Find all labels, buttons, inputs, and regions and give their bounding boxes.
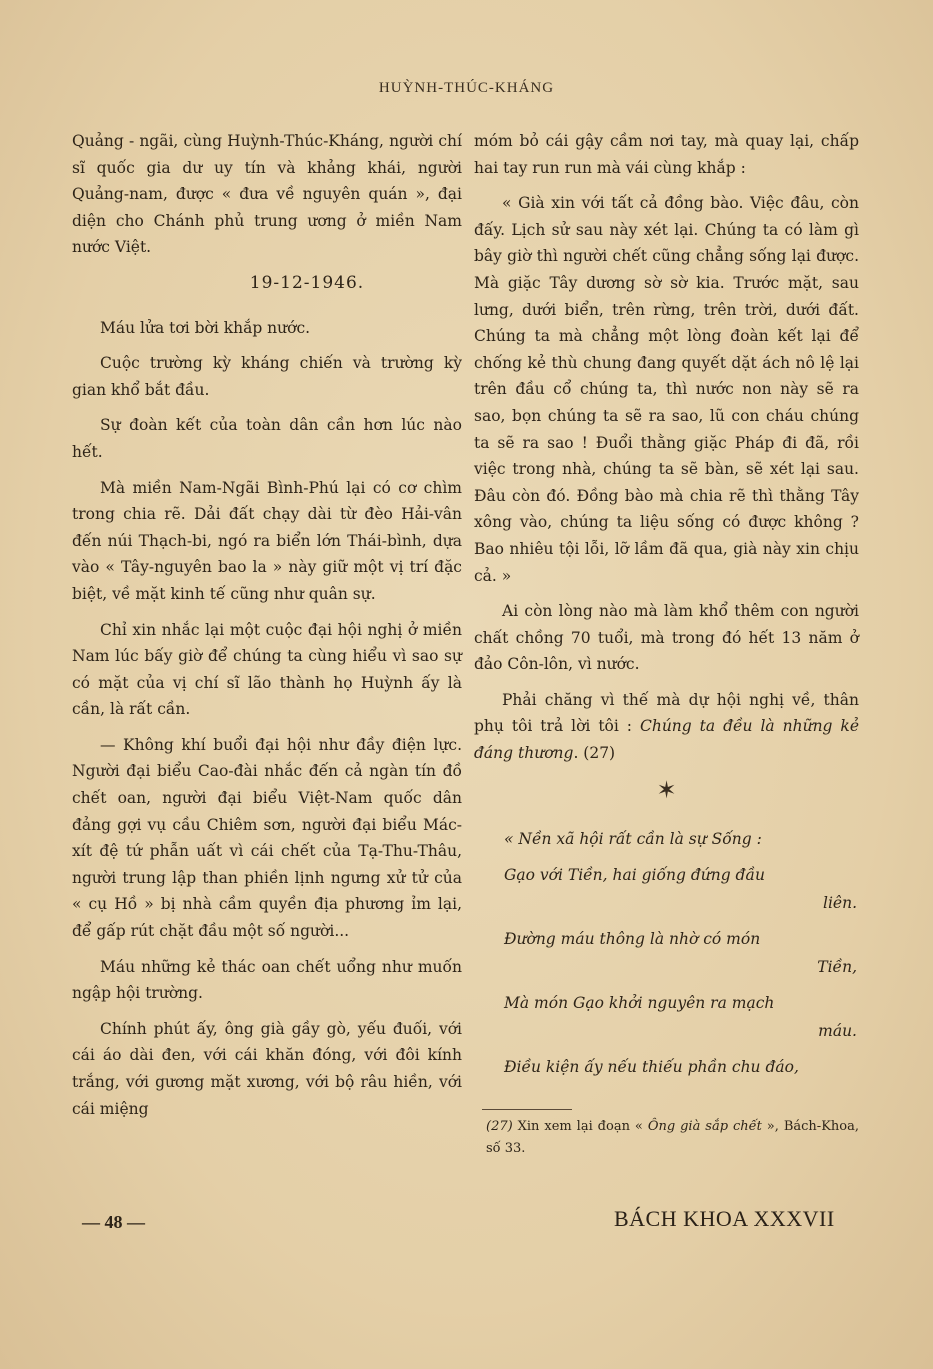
poem-line-text: Mà món Gạo khởi nguyên ra mạch <box>504 994 775 1013</box>
poem-line-wrap: liên. <box>823 894 857 913</box>
quote-paragraph: « Già xin với tất cả đồng bào. Việc đâu, còn đấy. Lịch sử sau này xét lại. Chúng ta có làm gì bây giờ thì người chết cũng chẳng sống lại được. Mà giặc Tây dương sờ sờ kia. Trước mặt, sau lưng, dưới biển, trên rừng, trên trời, dưới đất. Chúng ta mà chẳng một lòng đoàn kết lại để chống kẻ thù chung đang quyết dặt ách nô lệ lại trên đầu cổ chúng ta, thì nước non này sẽ ra sao, bọn chúng ta sẽ ra sao, lũ con cháu chúng ta sẽ ra sao ! Đuổi thằng giặc Pháp đi đã, rồi việc trong nhà, chúng ta sẽ bàn, sẽ xét lại sau. Đâu còn đó. Đồng bào mà chia rẽ thì thằng Tây xông vào, chúng ta liệu sống có được không ? Bao nhiêu tội lỗi, lỡ lầm đã qua, già này xin chịu cả. » <box>474 194 859 585</box>
poem-line-text: Gạo với Tiền, hai giống đứng đầu <box>504 866 765 885</box>
footnote-text: Xin xem lại đoạn « <box>512 1119 648 1135</box>
paragraph: móm bỏ cái gậy cầm nơi tay, mà quay lại, chấp hai tay run run mà vái cùng khắp : <box>474 132 859 177</box>
footnote-divider <box>482 1109 572 1110</box>
paragraph: Chỉ xin nhắc lại một cuộc đại hội nghị ở miền Nam lúc bấy giờ để chúng ta cùng hiểu vì sao sự có mặt của vị chí sĩ lão thành họ Huỳnh ấy là cần, là rất cần. <box>72 620 462 719</box>
footnote <box>474 1116 859 1160</box>
poem-line <box>504 861 859 917</box>
page-number: — 48 — <box>82 1212 145 1232</box>
left-column <box>72 128 462 1131</box>
poem-block <box>474 825 859 1081</box>
right-column <box>474 128 859 1160</box>
footnote-number: (27) <box>486 1119 513 1135</box>
poem-line: « Nền xã hội rất cần là sự Sống : <box>504 830 762 849</box>
paragraph: — Không khí buổi đại hội như đầy điện lực. Người đại biểu Cao-đài nhắc đến cả ngàn tín đồ chết oan, người đại biểu Việt-Nam quốc dân đảng gợi vụ cầu Chiêm sơn, người đại biểu Mác-xít đệ tứ phẫn uất vì cái chết của Tạ-Thu-Thâu, người trung lập than phiền lịnh ngưng xử tử của « cụ Hồ » bị nhà cầm quyền địa phương ỉm lại, để gấp rút chặt đầu một số người... <box>72 735 462 941</box>
running-header: HUỲNH-THÚC-KHÁNG <box>378 80 555 96</box>
footnote-title: Ông già sắp chết <box>647 1119 762 1135</box>
quote-italic: Chúng ta đều là những kẻ đáng thương <box>474 717 859 763</box>
poem-line-wrap: máu. <box>818 1022 857 1041</box>
poem-line <box>504 925 859 981</box>
paragraph: Cuộc trường kỳ kháng chiến và trường kỳ gian khổ bắt đầu. <box>72 354 462 399</box>
poem-line: Điều kiện ấy nếu thiếu phần chu đáo, <box>504 1058 799 1077</box>
paragraph: Mà miền Nam-Ngãi Bình-Phú lại có cơ chìm trong chia rẽ. Dải đất chạy dài từ đèo Hải-vân đến núi Thạch-bi, ngó ra biển lớn Thái-bình, dựa vào « Tây-nguyên bao la » này giữ một vị trí đặc biệt, về mặt kinh tế cũng như quân sự. <box>72 478 462 603</box>
paragraph <box>474 687 859 767</box>
footnote-text: », Bách-Khoa, số 33. <box>486 1119 859 1157</box>
poem-line-text: Đường máu thông là nhờ có món <box>504 930 761 949</box>
footnote-ref: . (27) <box>573 744 616 763</box>
paragraph-text: Phải chăng vì thế mà dự hội nghị về, thân phụ tôi trả lời tôi : <box>474 690 859 736</box>
paragraph: Quảng - ngãi, cùng Huỳnh-Thúc-Kháng, người chí sĩ quốc gia dư uy tín và khảng khái, người Quảng-nam, được « đưa về nguyên quán », đại diện cho Chánh phủ trung ương ở miền Nam nước Việt. <box>72 132 462 257</box>
poem-line <box>504 989 859 1045</box>
paragraph: Chính phút ấy, ông già gầy gò, yếu đuối, với cái áo dài đen, với cái khăn đóng, với đôi kính trắng, với gương mặt xương, với bộ râu hiền, với cái miệng <box>72 1019 462 1118</box>
paragraph: Máu lửa tơi bời khắp nước. <box>100 318 311 337</box>
date-line: 19-12-1946. <box>249 272 365 293</box>
paragraph: Sự đoàn kết của toàn dân cần hơn lúc nào hết. <box>72 416 462 461</box>
paragraph: Máu những kẻ thác oan chết uổng như muốn ngập hội trường. <box>72 957 462 1003</box>
star-ornament-icon: ✶ <box>656 775 677 804</box>
poem-line-wrap: Tiền, <box>817 958 857 977</box>
magazine-issue: BÁCH KHOA XXXVII <box>614 1206 835 1231</box>
paragraph: Ai còn lòng nào mà làm khổ thêm con người chất chồng 70 tuổi, mà trong đó hết 13 năm ở đảo Côn-lôn, vì nước. <box>474 602 859 674</box>
